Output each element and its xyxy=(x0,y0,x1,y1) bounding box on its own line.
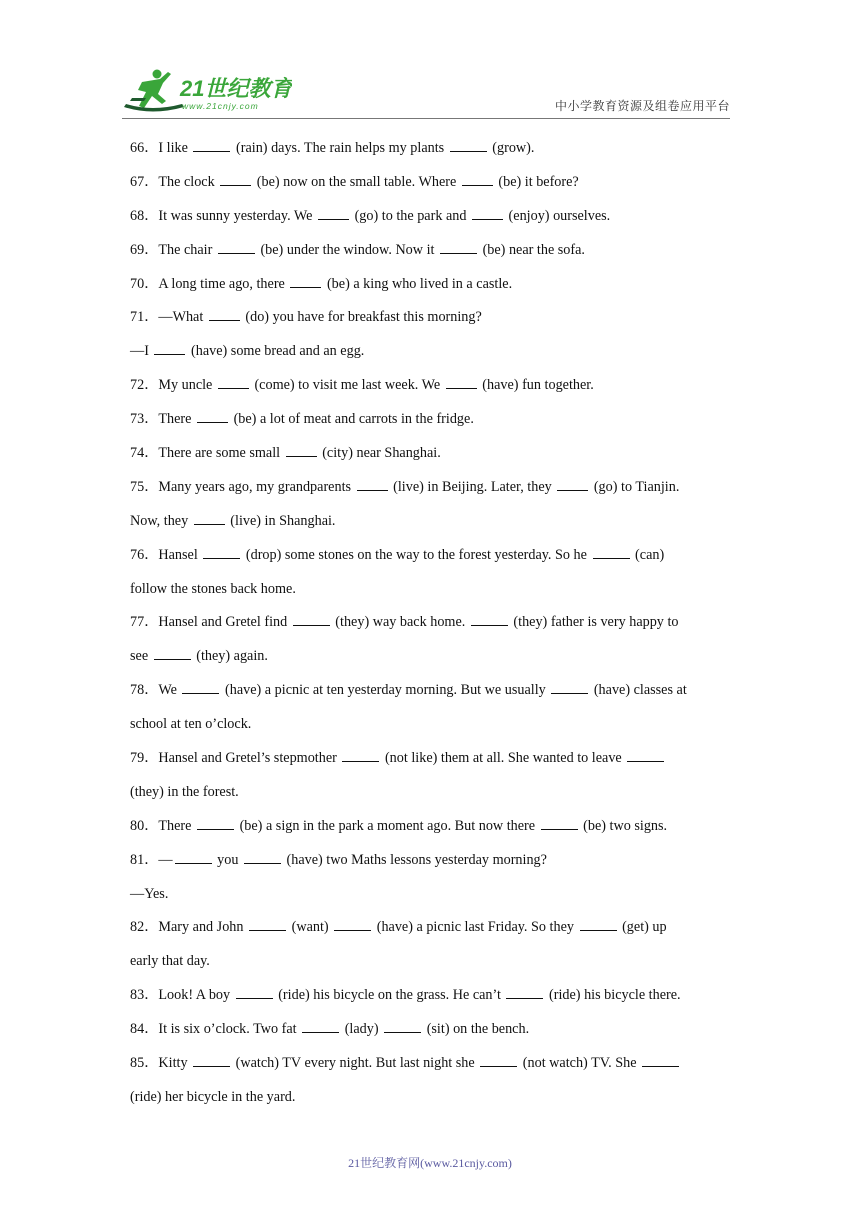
exercise-text: 70．A long time ago, there xyxy=(130,275,289,292)
exercise-text: 77．Hansel and Gretel find xyxy=(130,614,291,631)
answer-blank[interactable] xyxy=(293,610,330,626)
exercise-text: 78．We xyxy=(130,682,181,699)
exercise-line xyxy=(130,812,730,846)
exercise-text: 75．Many years ago, my grandparents xyxy=(130,478,355,495)
answer-blank[interactable] xyxy=(193,136,230,152)
exercise-text: (they) way back home. xyxy=(331,614,469,631)
answer-blank[interactable] xyxy=(593,543,630,559)
logo xyxy=(122,68,292,114)
answer-blank[interactable] xyxy=(541,814,578,830)
exercise-text: 83．Look! A boy xyxy=(130,987,234,1004)
exercise-text: 66．I like xyxy=(130,140,192,156)
exercise-line xyxy=(130,846,730,880)
answer-blank[interactable] xyxy=(154,644,191,660)
exercise-line xyxy=(130,270,730,304)
exercise-text: (ride) his bicycle there. xyxy=(545,987,681,1004)
exercise-line xyxy=(130,608,730,642)
exercise-line xyxy=(130,303,730,337)
exercise-text: (have) some bread and an egg. xyxy=(187,343,365,360)
exercise-text: (be) a king who lived in a castle. xyxy=(323,275,513,292)
exercise-text: (be) near the sofa. xyxy=(479,241,585,258)
answer-blank[interactable] xyxy=(342,746,379,762)
exercise-text: 68．It was sunny yesterday. We xyxy=(130,207,317,224)
answer-blank[interactable] xyxy=(249,915,286,931)
exercise-list xyxy=(130,134,730,1117)
exercise-line xyxy=(130,710,730,744)
exercise-text: 71．—What xyxy=(130,309,207,326)
answer-blank[interactable] xyxy=(203,543,240,559)
exercise-text: 79．Hansel and Gretel’s stepmother xyxy=(130,750,341,767)
exercise-line xyxy=(130,541,730,575)
exercise-text: (ride) her bicycle in the yard. xyxy=(130,1088,296,1105)
answer-blank[interactable] xyxy=(197,407,228,423)
exercise-text: 67．The clock xyxy=(130,173,219,190)
exercise-text: (have) a picnic last Friday. So they xyxy=(373,919,578,936)
exercise-text: (have) fun together. xyxy=(478,377,594,394)
exercise-line xyxy=(130,507,730,541)
answer-blank[interactable] xyxy=(318,204,349,220)
exercise-text: (enjoy) ourselves. xyxy=(505,207,611,224)
exercise-line xyxy=(130,1049,730,1083)
exercise-line xyxy=(130,371,730,405)
answer-blank[interactable] xyxy=(244,848,281,864)
exercise-text: (they) father is very happy to xyxy=(509,614,679,631)
answer-blank[interactable] xyxy=(197,814,234,830)
answer-blank[interactable] xyxy=(506,983,543,999)
exercise-text: 84．It is six o’clock. Two fat xyxy=(130,1021,301,1038)
exercise-text: (come) to visit me last week. We xyxy=(250,377,444,394)
answer-blank[interactable] xyxy=(557,475,588,491)
exercise-line xyxy=(130,778,730,812)
exercise-text: 85．Kitty xyxy=(130,1055,192,1072)
answer-blank[interactable] xyxy=(384,1017,421,1033)
exercise-text: —I xyxy=(130,343,153,360)
logo-runner-icon xyxy=(122,68,292,114)
answer-blank[interactable] xyxy=(446,373,477,389)
exercise-line xyxy=(130,947,730,981)
answer-blank[interactable] xyxy=(472,204,503,220)
exercise-text: (be) a sign in the park a moment ago. But now there xyxy=(236,817,539,834)
answer-blank[interactable] xyxy=(220,170,251,186)
exercise-text: see xyxy=(130,648,152,665)
answer-blank[interactable] xyxy=(194,509,225,525)
exercise-text: (do) you have for breakfast this morning? xyxy=(241,309,482,326)
exercise-line xyxy=(130,880,730,914)
exercise-line xyxy=(130,642,730,676)
exercise-text: (get) up xyxy=(618,919,667,936)
logo-text: 21世纪教育 xyxy=(180,76,292,101)
exercise-text: (be) two signs. xyxy=(579,817,668,834)
exercise-line xyxy=(130,575,730,609)
answer-blank[interactable] xyxy=(471,610,508,626)
answer-blank[interactable] xyxy=(218,238,255,254)
answer-blank[interactable] xyxy=(627,746,664,762)
exercise-line xyxy=(130,202,730,236)
answer-blank[interactable] xyxy=(357,475,388,491)
exercise-text: (drop) some stones on the way to the forest yesterday. So he xyxy=(242,546,591,563)
exercise-text: (live) in Beijing. Later, they xyxy=(389,478,556,495)
exercise-text: (grow). xyxy=(488,140,535,156)
exercise-line xyxy=(130,134,730,168)
exercise-line xyxy=(130,473,730,507)
answer-blank[interactable] xyxy=(302,1017,339,1033)
answer-blank[interactable] xyxy=(236,983,273,999)
answer-blank[interactable] xyxy=(450,136,487,152)
exercise-text: (live) in Shanghai. xyxy=(226,512,336,529)
exercise-line xyxy=(130,439,730,473)
answer-blank[interactable] xyxy=(209,305,240,321)
exercise-text: you xyxy=(213,851,242,868)
exercise-line xyxy=(130,168,730,202)
exercise-text: (not like) them at all. She wanted to leave xyxy=(381,750,626,767)
exercise-text: 73．There xyxy=(130,411,196,428)
answer-blank[interactable] xyxy=(193,1051,230,1067)
exercise-text: (go) to Tianjin. xyxy=(590,478,680,495)
exercise-text: (be) a lot of meat and carrots in the fridge. xyxy=(230,411,474,428)
exercise-text: (go) to the park and xyxy=(351,207,470,224)
exercise-line xyxy=(130,1015,730,1049)
exercise-text: (not watch) TV. She xyxy=(519,1055,641,1072)
exercise-text: (be) now on the small table. Where xyxy=(253,173,460,190)
answer-blank[interactable] xyxy=(440,238,477,254)
answer-blank[interactable] xyxy=(286,441,317,457)
exercise-text: (rain) days. The rain helps my plants xyxy=(232,140,448,156)
exercise-text: (be) it before? xyxy=(494,173,579,190)
exercise-line xyxy=(130,236,730,270)
exercise-text: (be) under the window. Now it xyxy=(256,241,439,258)
exercise-text: (they) in the forest. xyxy=(130,783,239,800)
page-header xyxy=(0,0,860,126)
exercise-text: (have) a picnic at ten yesterday morning. But we usually xyxy=(221,682,550,699)
footer-text: 21世纪教育网(www.21cnjy.com) xyxy=(348,1156,512,1170)
answer-blank[interactable] xyxy=(182,678,219,694)
answer-blank[interactable] xyxy=(175,848,212,864)
exercise-text: 69．The chair xyxy=(130,241,216,258)
answer-blank[interactable] xyxy=(480,1051,517,1067)
exercise-text: early that day. xyxy=(130,953,210,970)
exercise-text: 82．Mary and John xyxy=(130,919,248,936)
exercise-text: (city) near Shanghai. xyxy=(318,445,441,462)
exercise-text: (have) classes at xyxy=(590,682,687,699)
answer-blank[interactable] xyxy=(218,373,249,389)
answer-blank[interactable] xyxy=(551,678,588,694)
exercise-text: 81．— xyxy=(130,851,173,868)
exercise-text: 80．There xyxy=(130,817,196,834)
exercise-text: 74．There are some small xyxy=(130,445,284,462)
header-tagline: 中小学教育资源及组卷应用平台 xyxy=(554,99,730,113)
exercise-text: —Yes. xyxy=(130,885,169,902)
exercise-text: (can) xyxy=(631,546,665,563)
exercise-line xyxy=(130,744,730,778)
exercise-line xyxy=(130,405,730,439)
answer-blank[interactable] xyxy=(642,1051,679,1067)
exercise-text: Now, they xyxy=(130,512,192,529)
logo-url-text: www.21cnjy.com xyxy=(182,101,259,111)
exercise-text: 76．Hansel xyxy=(130,546,202,563)
answer-blank[interactable] xyxy=(154,339,185,355)
answer-blank[interactable] xyxy=(462,170,493,186)
exercise-line xyxy=(130,913,730,947)
exercise-text: (watch) TV every night. But last night she xyxy=(232,1055,479,1072)
exercise-text: school at ten o’clock. xyxy=(130,716,252,733)
exercise-line xyxy=(130,337,730,371)
exercise-text: (lady) xyxy=(341,1021,383,1038)
exercise-text: (want) xyxy=(288,919,333,936)
header-divider xyxy=(122,118,730,119)
exercise-text: (ride) his bicycle on the grass. He can’t xyxy=(274,987,505,1004)
answer-blank[interactable] xyxy=(580,915,617,931)
exercise-line xyxy=(130,1083,730,1117)
exercise-line xyxy=(130,981,730,1015)
exercise-text: (they) again. xyxy=(192,648,268,665)
exercise-text: 72．My uncle xyxy=(130,377,216,394)
answer-blank[interactable] xyxy=(290,272,321,288)
exercise-line xyxy=(130,676,730,710)
answer-blank[interactable] xyxy=(334,915,371,931)
exercise-text: (sit) on the bench. xyxy=(423,1021,530,1038)
exercise-text: follow the stones back home. xyxy=(130,580,296,597)
exercise-text: (have) two Maths lessons yesterday morning? xyxy=(282,851,547,868)
